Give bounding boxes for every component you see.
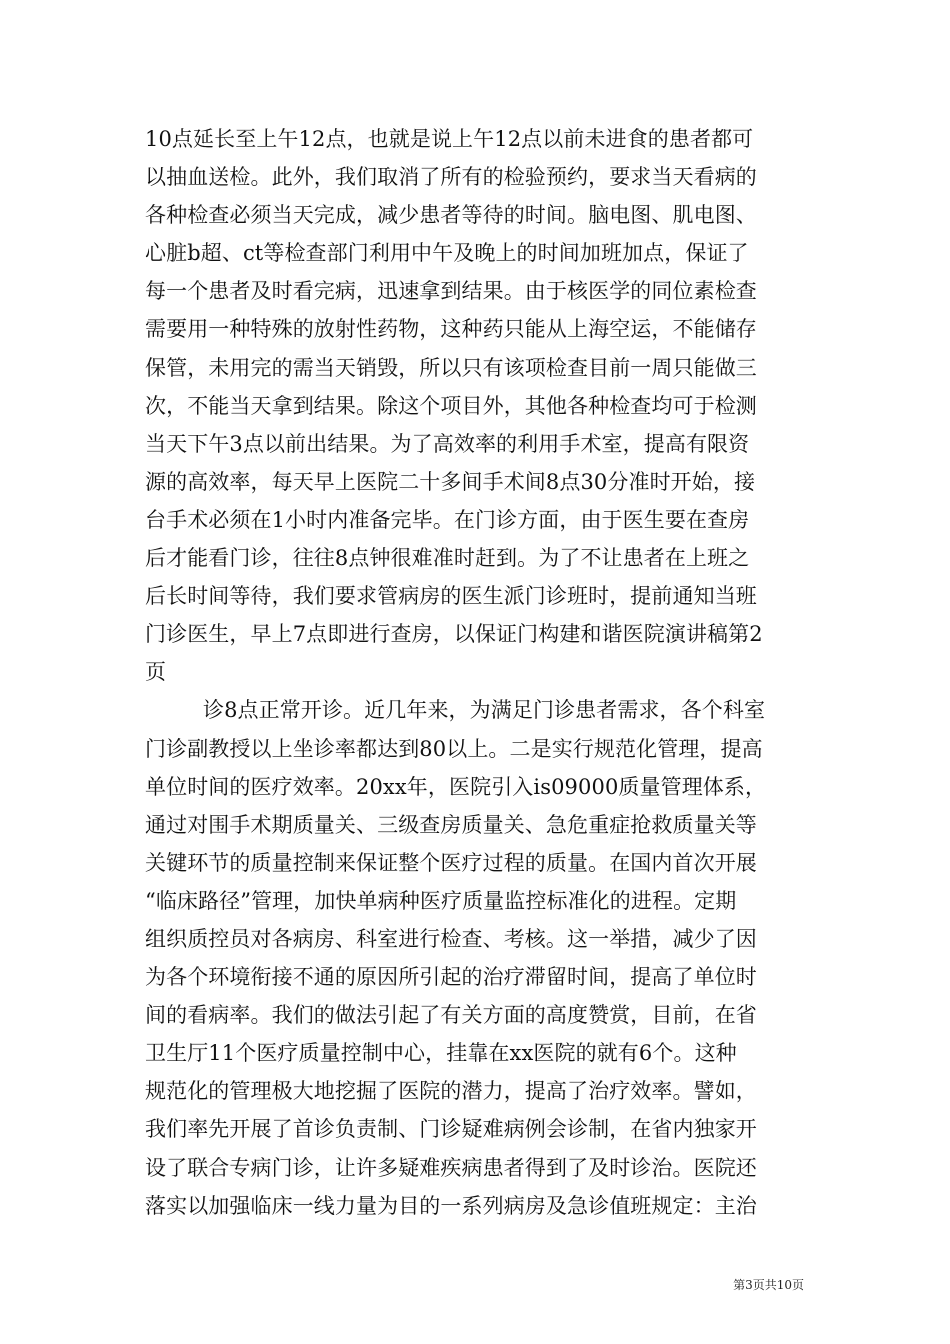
text-line: 每一个患者及时看完病，迅速拿到结果。由于核医学的同位素检查: [145, 279, 757, 304]
text-line: 各种检查必须当天完成，减少患者等待的时间。脑电图、肌电图、: [145, 203, 757, 228]
page-number: 第3页共10页: [733, 1278, 804, 1292]
text-line: 次，不能当天拿到结果。除这个项目外，其他各种检查均可于检测: [145, 393, 757, 418]
text-line: 门诊副教授以上坐诊率都达到80以上。二是实行规范化管理，提高: [145, 736, 763, 761]
text-line: 门诊医生，早上7点即进行查房，以保证门构建和谐医院演讲稿第2: [145, 622, 763, 647]
text-line: 当天下午3点以前出结果。为了高效率的利用手术室，提高有限资: [145, 431, 750, 456]
text-line: 诊8点正常开诊。近几年来，为满足门诊患者需求，各个科室: [203, 698, 766, 723]
text-line: 卫生厅11个医疗质量控制中心，挂靠在xx医院的就有6个。这种: [145, 1041, 737, 1066]
text-line: 单位时间的医疗效率。20xx年，医院引入is09000质量管理体系，: [145, 774, 767, 799]
text-line: 组织质控员对各病房、科室进行检查、考核。这一举措，减少了因: [145, 926, 757, 951]
text-line: 通过对围手术期质量关、三级查房质量关、急危重症抢救质量关等: [145, 812, 757, 837]
text-line: 心脏b超、ct等检查部门利用中午及晚上的时间加班加点，保证了: [145, 241, 749, 266]
text-line: 台手术必须在1小时内准备完毕。在门诊方面，由于医生要在查房: [145, 507, 750, 532]
text-line: 关键环节的质量控制来保证整个医疗过程的质量。在国内首次开展: [145, 850, 757, 875]
text-line: 落实以加强临床一线力量为目的一系列病房及急诊值班规定：主治: [145, 1193, 757, 1218]
text-line: 间的看病率。我们的做法引起了有关方面的高度赞赏，目前，在省: [145, 1003, 757, 1028]
paragraph-2: [145, 691, 805, 1224]
text-line: 规范化的管理极大地挖掘了医院的潜力，提高了治疗效率。譬如，: [145, 1079, 757, 1104]
text-line: 需要用一种特殊的放射性药物，这种药只能从上海空运，不能储存: [145, 317, 757, 342]
text-line: 源的高效率，每天早上医院二十多间手术间8点30分准时开始，接: [145, 469, 756, 494]
document-body: [145, 120, 805, 1225]
text-line: 设了联合专病门诊，让许多疑难疾病患者得到了及时诊治。医院还: [145, 1155, 757, 1180]
text-line: 以抽血送检。此外，我们取消了所有的检验预约，要求当天看病的: [145, 165, 757, 190]
text-line: 我们率先开展了首诊负责制、门诊疑难病例会诊制，在省内独家开: [145, 1117, 757, 1142]
text-line: 后才能看门诊，往往8点钟很难准时赶到。为了不让患者在上班之: [145, 546, 750, 571]
text-line: “临床路径”管理，加快单病种医疗质量监控标准化的进程。定期: [145, 888, 737, 913]
paragraph-1: [145, 120, 805, 691]
text-line: 保管，未用完的需当天销毁，所以只有该项检查目前一周只能做三: [145, 355, 757, 380]
text-line: 页: [145, 660, 167, 685]
text-line: 10点延长至上午12点，也就是说上午12点以前未进食的患者都可: [145, 127, 754, 151]
text-line: 为各个环境衔接不通的原因所引起的治疗滞留时间，提高了单位时: [145, 965, 757, 990]
text-line: 后长时间等待，我们要求管病房的医生派门诊班时，提前通知当班: [145, 584, 757, 609]
